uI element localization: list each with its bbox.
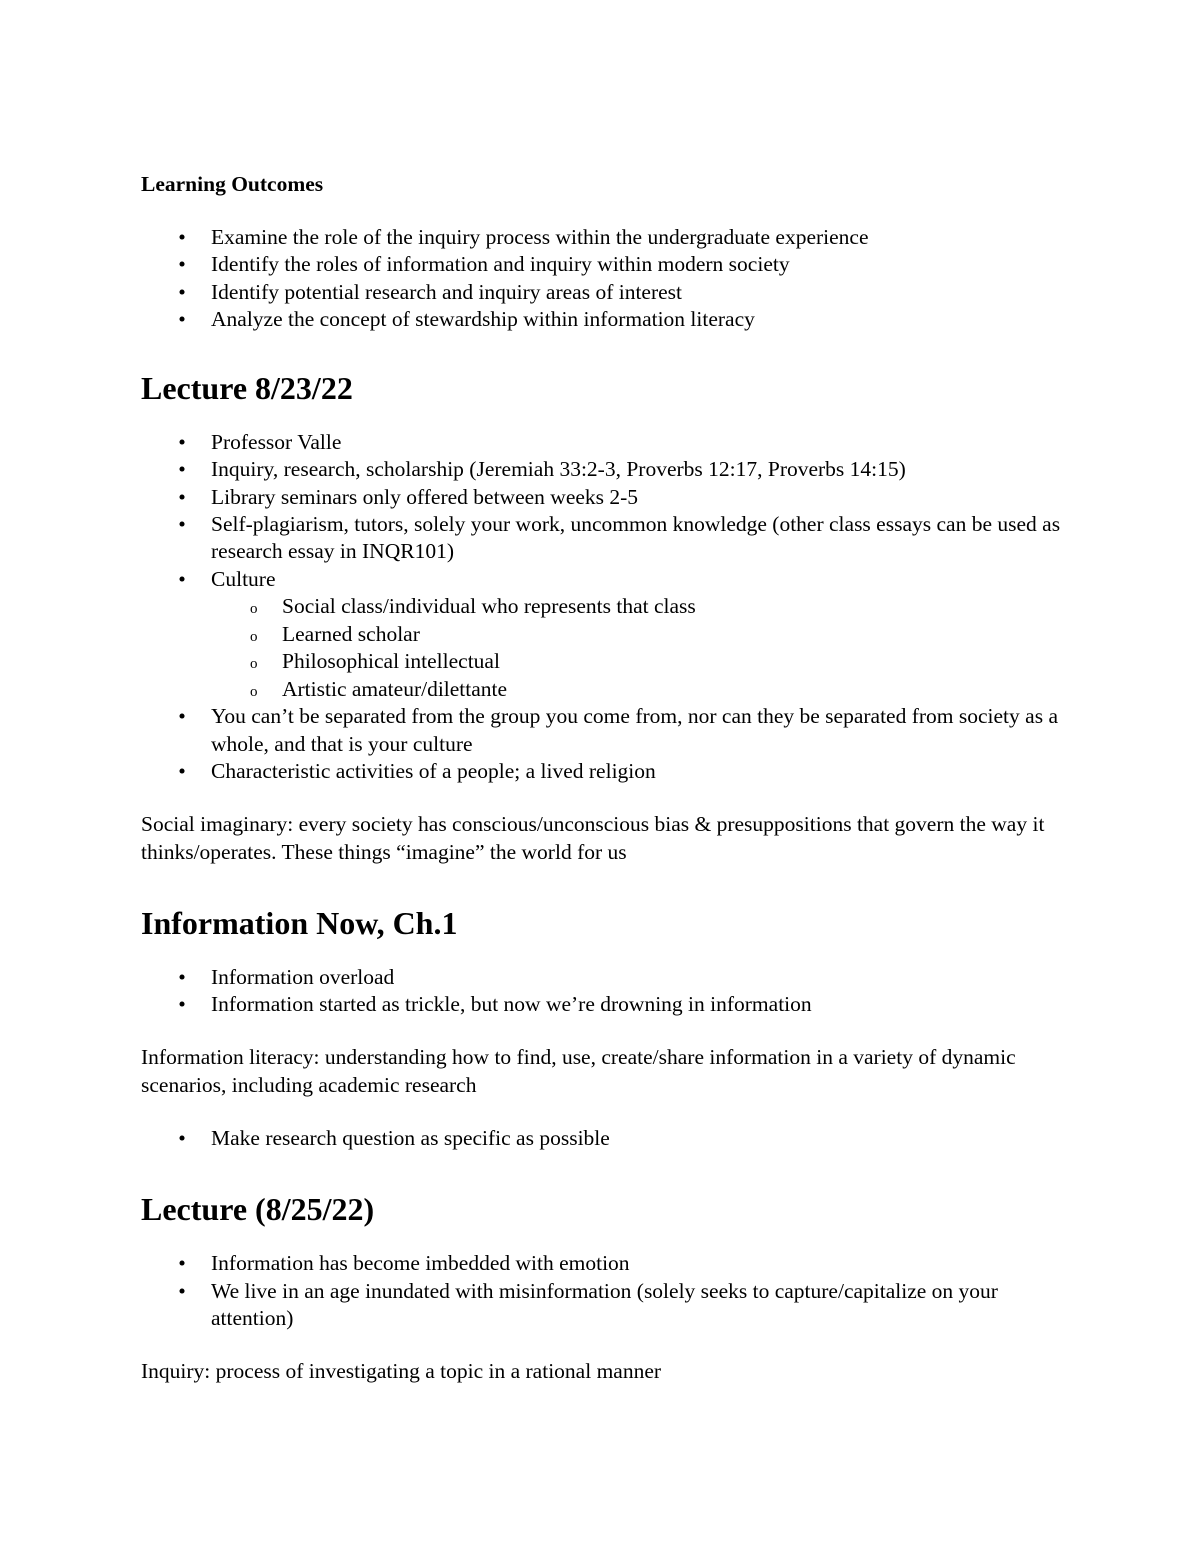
- bullet-icon: •: [178, 430, 186, 455]
- bullet-icon: •: [178, 1126, 186, 1151]
- circle-bullet-icon: o: [250, 600, 258, 617]
- bullet-icon: •: [178, 992, 186, 1017]
- bullet-icon: •: [178, 758, 186, 783]
- list-item: [141, 484, 1061, 511]
- bullet-icon: •: [178, 1251, 186, 1276]
- lecture-8-25-list: [141, 1250, 1061, 1332]
- list-item-text: Self-plagiarism, tutors, solely your work, uncommon knowledge (other class essays can be used as research essay in INQR101): [211, 512, 1061, 564]
- sub-list-item: [211, 621, 1061, 649]
- document-content: [141, 168, 1061, 1412]
- list-item: [141, 224, 1061, 251]
- sub-list-item-text: Artistic amateur/dilettante: [282, 676, 508, 701]
- bullet-icon: •: [178, 484, 186, 509]
- learning-outcomes-list: [141, 224, 1061, 333]
- list-item-text: Identify potential research and inquiry areas of interest: [211, 279, 683, 304]
- list-item-text: Library seminars only offered between weeks 2-5: [211, 484, 639, 509]
- sub-list-item-text: Learned scholar: [282, 621, 420, 646]
- list-item-text: Characteristic activities of a people; a lived religion: [211, 758, 656, 783]
- list-item-text: Analyze the concept of stewardship within information literacy: [211, 306, 755, 331]
- sub-list-item-text: Philosophical intellectual: [282, 649, 500, 674]
- information-literacy-paragraph: Information literacy: understanding how to find, use, create/share information in a variety of dynamic scenarios, including academic research: [141, 1045, 1016, 1097]
- list-item-text: Inquiry, research, scholarship (Jeremiah 33:2-3, Proverbs 12:17, Proverbs 14:15): [211, 457, 906, 482]
- bullet-icon: •: [178, 512, 186, 537]
- list-item: [141, 511, 1061, 566]
- list-item: [141, 703, 1061, 758]
- list-item: [141, 758, 1061, 785]
- sub-list-item: [211, 648, 1061, 676]
- information-now-list-after: [141, 1125, 1061, 1152]
- circle-bullet-icon: o: [250, 683, 258, 700]
- inquiry-paragraph: Inquiry: process of investigating a topic in a rational manner: [141, 1359, 662, 1384]
- list-item-text: We live in an age inundated with misinformation (solely seeks to capture/capitalize on your attention): [211, 1278, 998, 1330]
- list-item: [141, 1278, 1061, 1333]
- sub-list-item-text: Social class/individual who represents that class: [282, 593, 696, 618]
- list-item: [141, 251, 1061, 278]
- bullet-icon: •: [178, 252, 186, 277]
- section-heading-information-now: Information Now, Ch.1: [141, 904, 458, 941]
- social-imaginary-paragraph: Social imaginary: every society has conscious/unconscious bias & presuppositions that govern the way it thinks/operates. These things “imagine” the world for us: [141, 812, 1045, 864]
- section-heading-lecture-8-25-22: Lecture (8/25/22): [141, 1191, 375, 1228]
- list-item: [141, 964, 1061, 991]
- information-now-list: [141, 964, 1061, 1019]
- list-item-text: Examine the role of the inquiry process within the undergraduate experience: [211, 225, 869, 249]
- bullet-icon: •: [178, 566, 186, 591]
- list-item: [141, 1250, 1061, 1277]
- list-item-text: Information has become imbedded with emotion: [211, 1251, 630, 1276]
- culture-sublist: [211, 593, 1061, 703]
- section-heading-lecture-8-23-22: Lecture 8/23/22: [141, 370, 353, 407]
- list-item: [141, 1125, 1061, 1152]
- bullet-icon: •: [178, 225, 186, 249]
- list-item-text: Make research question as specific as possible: [211, 1126, 610, 1151]
- circle-bullet-icon: o: [250, 628, 258, 645]
- list-item-text: Information overload: [211, 964, 395, 989]
- bullet-icon: •: [178, 306, 186, 331]
- list-item: [141, 456, 1061, 483]
- list-item: [141, 306, 1061, 333]
- bullet-icon: •: [178, 1278, 186, 1303]
- bullet-icon: •: [178, 964, 186, 989]
- lecture-8-23-list: [141, 429, 1061, 785]
- list-item-text: Identify the roles of information and inquiry within modern society: [211, 252, 790, 277]
- list-item: [141, 429, 1061, 456]
- list-item-culture: [141, 566, 1061, 704]
- list-item-text: Professor Valle: [211, 430, 342, 455]
- bullet-icon: •: [178, 279, 186, 304]
- list-item-text: Information started as trickle, but now we’re drowning in information: [211, 992, 812, 1017]
- bullet-icon: •: [178, 457, 186, 482]
- sub-list-item: [211, 593, 1061, 621]
- circle-bullet-icon: o: [250, 656, 258, 673]
- section-heading-learning-outcomes: Learning Outcomes: [141, 172, 324, 196]
- list-item: [141, 991, 1061, 1018]
- bullet-icon: •: [178, 704, 186, 729]
- list-item-text: You can’t be separated from the group you come from, nor can they be separated from society as a whole, and that is your culture: [211, 704, 1058, 756]
- list-item-text: Culture: [211, 566, 276, 591]
- sub-list-item: [211, 676, 1061, 704]
- list-item: [141, 279, 1061, 306]
